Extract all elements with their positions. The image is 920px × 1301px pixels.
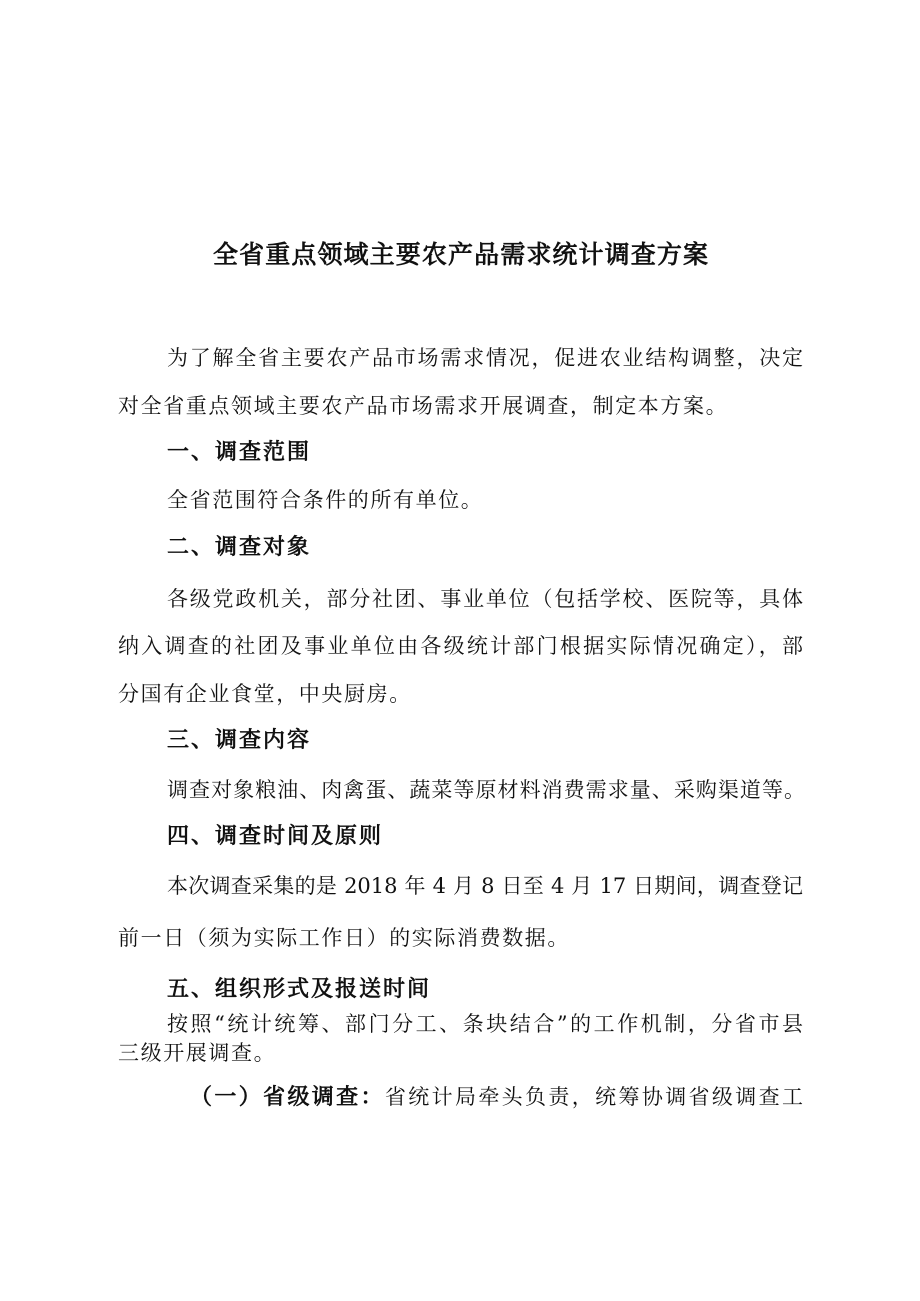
section-line: 全省范围符合条件的所有单位。 — [167, 488, 484, 512]
section-heading-content: 三、调查内容 — [167, 728, 312, 753]
section-heading-scope: 一、调查范围 — [167, 440, 312, 465]
section-line: 调查对象粮油、肉禽蛋、蔬菜等原材料消费需求量、采购渠道等。 — [167, 778, 805, 802]
intro-line: 为了解全省主要农产品市场需求情况，促进农业结构调整，决定 — [167, 346, 803, 370]
subsection-label: （一）省级调查： — [190, 1085, 385, 1110]
intro-line: 对全省重点领域主要农产品市场需求开展调查，制定本方案。 — [118, 394, 729, 418]
subsection-line — [190, 1081, 803, 1113]
page-title: 全省重点领域主要农产品需求统计调查方案 — [213, 240, 708, 269]
section-line: 分国有企业食堂，中央厨房。 — [118, 682, 412, 706]
section-line: 各级党政机关，部分社团、事业单位（包括学校、医院等，具体 — [167, 587, 803, 611]
section-line: 纳入调查的社团及事业单位由各级统计部门根据实际情况确定），部 — [118, 634, 803, 658]
section-line: 按照“统计统筹、部门分工、条块结合”的工作机制，分省市县 — [167, 1012, 803, 1036]
section-heading-targets: 二、调查对象 — [167, 535, 312, 560]
section-line: 本次调查采集的是 2018 年 4 月 8 日至 4 月 17 日期间，调查登记 — [167, 874, 803, 898]
section-heading-organization: 五、组织形式及报送时间 — [167, 977, 432, 1002]
subsection-text: 省统计局牵头负责，统筹协调省级调查工 — [384, 1085, 803, 1109]
section-heading-time: 四、调查时间及原则 — [167, 824, 384, 849]
section-line: 前一日（须为实际工作日）的实际消费数据。 — [118, 926, 570, 950]
section-line: 三级开展调查。 — [118, 1041, 277, 1065]
